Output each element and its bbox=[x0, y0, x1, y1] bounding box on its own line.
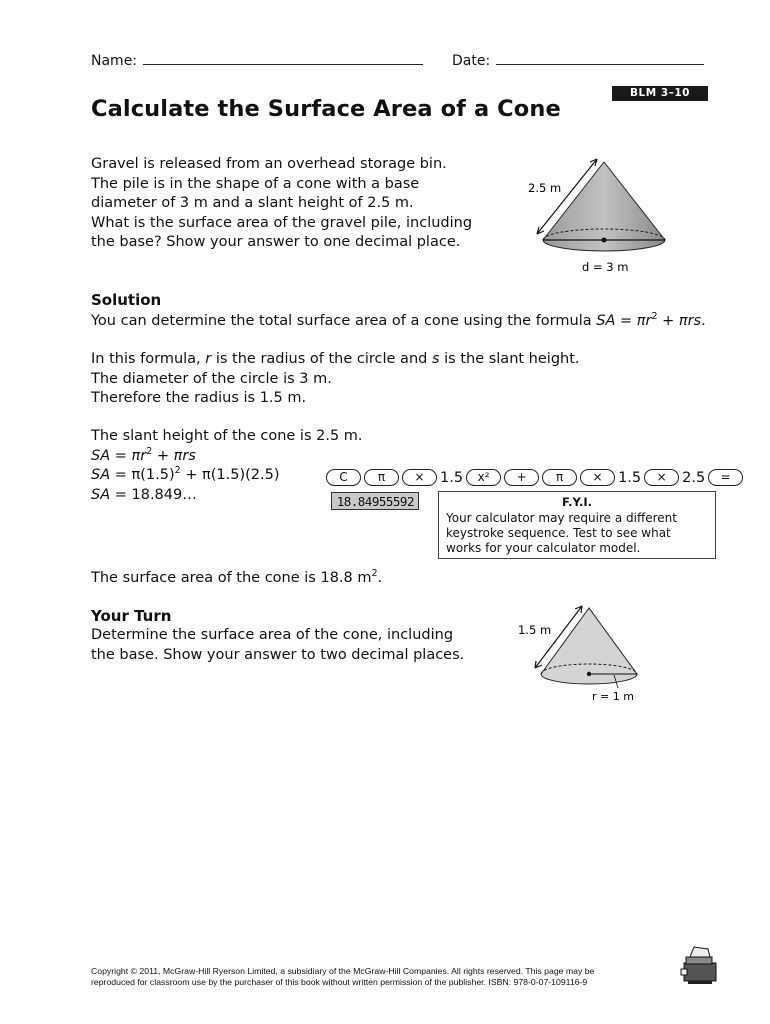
expr: = π(1.5) bbox=[110, 467, 175, 483]
num-1-5: 1.5 bbox=[618, 469, 642, 486]
pir: πr bbox=[131, 447, 147, 464]
problem-line: The pile is in the shape of a cone with a base bbox=[91, 175, 420, 192]
problem-text bbox=[91, 155, 472, 253]
var-r: r bbox=[205, 351, 212, 367]
formula-pir: πr bbox=[636, 313, 652, 329]
cone-figure-1 bbox=[520, 150, 700, 280]
num-2-5: 2.5 bbox=[682, 469, 706, 486]
formula-rest: + πrs bbox=[657, 313, 702, 329]
fyi-title: F.Y.I. bbox=[562, 495, 592, 509]
exp: 2 bbox=[146, 445, 153, 457]
solution-heading: Solution bbox=[91, 291, 162, 309]
fyi-box bbox=[438, 491, 716, 559]
formula-intro: You can determine the total surface area of a cone using the formula bbox=[91, 313, 592, 329]
footer-line: Copyright © 2011, McGraw-Hill Ryerson Limited, a subsidiary of the McGraw-Hill Companies. All rights reserved. This page may be bbox=[91, 966, 595, 976]
key-times: × bbox=[644, 469, 679, 486]
problem-line: Gravel is released from an overhead storage bin. bbox=[91, 156, 447, 172]
slant-line-text: The slant height of the cone is 2.5 m. bbox=[91, 428, 363, 444]
radius-definition bbox=[91, 350, 580, 370]
sa: SA bbox=[91, 467, 111, 483]
formula-exp: 2 bbox=[651, 311, 658, 322]
problem-line: What is the surface area of the gravel pile, including bbox=[91, 214, 473, 231]
num-1-5: 1.5 bbox=[440, 469, 464, 486]
sa: SA bbox=[91, 447, 111, 464]
fyi-line: keystroke sequence. Test to see what bbox=[446, 526, 671, 540]
key-c: C bbox=[326, 469, 361, 486]
pirs: πrs bbox=[173, 447, 196, 464]
calculator-display: 18.84955592 bbox=[331, 492, 419, 510]
name-label: Name: bbox=[91, 53, 138, 69]
formula-end: . bbox=[701, 313, 706, 329]
text: is the radius of the circle and bbox=[211, 351, 432, 367]
your-turn-line: Determine the surface area of the cone, including bbox=[91, 627, 454, 643]
text: is the slant height. bbox=[439, 351, 580, 367]
plus: + bbox=[152, 447, 174, 464]
result: = 18.849… bbox=[110, 486, 197, 503]
key-pi: π bbox=[364, 469, 399, 486]
center-dot bbox=[602, 238, 607, 243]
slant-label: 1.5 m bbox=[518, 623, 552, 637]
step-1 bbox=[91, 447, 363, 467]
exp: 2 bbox=[174, 465, 181, 476]
fyi-line: Your calculator may require a different bbox=[446, 511, 677, 525]
formula-eq: = bbox=[615, 313, 637, 329]
key-times: × bbox=[580, 469, 615, 486]
var-s: s bbox=[431, 351, 440, 367]
step-2 bbox=[91, 466, 363, 486]
date-field[interactable] bbox=[452, 50, 704, 72]
your-turn-heading: Your Turn bbox=[91, 607, 172, 625]
diameter-line-text: The diameter of the circle is 3 m. bbox=[91, 370, 332, 387]
key-plus: + bbox=[504, 469, 539, 486]
date-label: Date: bbox=[452, 53, 491, 69]
key-square: x² bbox=[466, 469, 501, 486]
cone-figure-2 bbox=[510, 600, 680, 710]
result-line bbox=[91, 569, 382, 589]
eq: = bbox=[110, 447, 132, 464]
formula-sa: SA bbox=[596, 313, 616, 329]
key-equals: = bbox=[708, 469, 743, 486]
step-3 bbox=[91, 486, 363, 506]
name-blank[interactable] bbox=[143, 50, 423, 65]
slant-label: 2.5 m bbox=[528, 181, 562, 195]
radius-line-text: Therefore the radius is 1.5 m. bbox=[91, 390, 307, 406]
key-pi: π bbox=[542, 469, 577, 486]
photocopier-icon bbox=[680, 945, 720, 987]
result-text: The surface area of the cone is 18.8 m bbox=[91, 570, 372, 586]
radius-label: r = 1 m bbox=[592, 690, 634, 703]
page-title: Calculate the Surface Area of a Cone bbox=[91, 96, 561, 122]
your-turn-line: the base. Show your answer to two decimal places. bbox=[91, 646, 465, 663]
expr: + π(1.5)(2.5) bbox=[180, 467, 280, 483]
result-exp: 2 bbox=[371, 568, 378, 579]
formula-line bbox=[91, 312, 706, 332]
explanation bbox=[91, 350, 580, 409]
your-turn-text bbox=[91, 626, 464, 665]
keystroke-sequence bbox=[326, 469, 743, 486]
steps bbox=[91, 427, 363, 505]
key-times: × bbox=[402, 469, 437, 486]
result-end: . bbox=[377, 570, 383, 586]
diameter-label: d = 3 m bbox=[582, 260, 629, 274]
fyi-line: works for your calculator model. bbox=[446, 541, 641, 555]
footer-line: reproduced for classroom use by the purchaser of this book without written permission of the publisher. ISBN: 978-0-07-109116-9 bbox=[91, 977, 588, 987]
center-dot bbox=[587, 672, 591, 676]
text: In this formula, bbox=[91, 351, 206, 367]
date-blank[interactable] bbox=[496, 50, 704, 65]
problem-line: diameter of 3 m and a slant height of 2.5 m. bbox=[91, 195, 414, 211]
name-field[interactable] bbox=[91, 50, 423, 72]
problem-line: the base? Show your answer to one decimal place. bbox=[91, 234, 461, 250]
blm-badge: BLM 3–10 bbox=[612, 86, 708, 101]
sa: SA bbox=[91, 486, 111, 503]
